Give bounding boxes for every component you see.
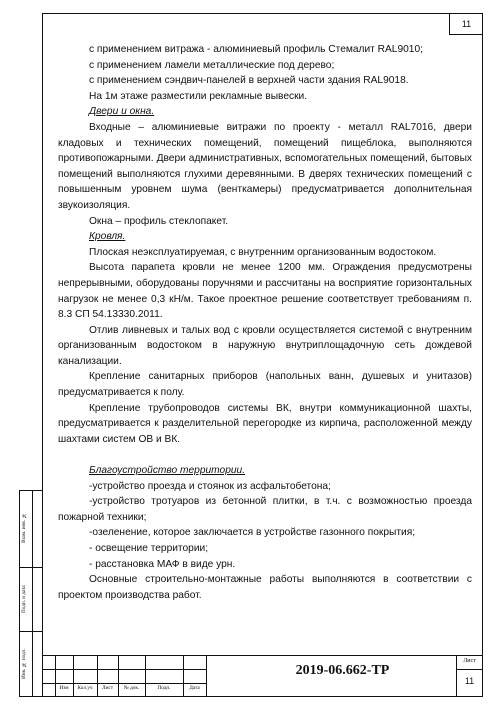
paragraph: Крепление трубопроводов системы ВК, внутри коммуникационной шахты, предусматривается к разделительной перегородке из кирпича, расположенной между шахтами систем ОВ и ВК.: [58, 402, 472, 445]
paragraph: -устройство тротуаров из бетонной плитки, в т.ч. с возможностью проезда пожарной техники;: [58, 496, 472, 523]
document-body: [58, 42, 472, 603]
section-heading: Кровля.: [89, 231, 126, 243]
paragraph: - расстановка МАФ в виде урн.: [89, 558, 236, 570]
title-block-line: [42, 669, 206, 670]
side-stamp-line: [19, 567, 42, 568]
side-stamp-line: [19, 631, 42, 632]
paragraph: с применением сэндвич-панелей в верхней части здания RAL9018.: [89, 75, 409, 87]
side-stamp-divider: [32, 490, 33, 697]
blank-line: [58, 447, 472, 463]
paragraph: Основные строительно-монтажные работы выполняются в соответствии с проектом производства работ.: [58, 574, 472, 601]
column-label-signature: Подп.: [157, 685, 171, 691]
paragraph: Входные – алюминиевые витражи по проекту - металл RAL7016, двери кладовых и технических помещений, помещений пищеблока, выполняются противопожарными. Двери административных, вспомогательных помещений, бытовых помещений выполняются глухими деревянными. В дверях технических помещений с повышенным уровнем шума (венткамеры) предусматривается дополнительная звукоизоляция.: [58, 121, 472, 211]
section-heading: Двери и окна.: [89, 106, 155, 118]
side-stamp-label: Инв. № подл.: [21, 648, 27, 680]
column-label-count: Кол.уч: [77, 685, 93, 691]
column-label-date: Дата: [189, 685, 200, 691]
column-label-doc: № док.: [123, 685, 140, 691]
paragraph: с применением ламели металлические под дерево;: [89, 59, 335, 71]
column-label-change: Изм: [59, 685, 69, 691]
section-heading: Благоустройство территории.: [89, 465, 246, 477]
page-number-box: [449, 13, 483, 35]
side-stamp-label: Взам. инв. №: [21, 512, 27, 544]
paragraph: -устройство проезда и стоянок из асфальтобетона;: [89, 480, 331, 492]
paragraph: с применением витража - алюминиевый профиль Стемалит RAL9010;: [89, 44, 423, 55]
document-code: 2019-06.662-ТР: [295, 663, 390, 678]
paragraph: На 1м этаже разместили рекламные вывески.: [89, 90, 308, 102]
paragraph: - освещение территории;: [89, 543, 209, 554]
paragraph: Отлив ливневых и талых вод с кровли осуществляется системой с внутренним организованным водостоком в наружную внутриплощадочную сеть дождевой канализации.: [58, 324, 472, 367]
paragraph: -озеленение, которое заключается в устройстве газонного покрытия;: [89, 527, 416, 539]
title-block-line: [456, 669, 483, 670]
paragraph: Крепление санитарных приборов (напольных ванн, душевых и унитазов) предусматривается к полу.: [58, 371, 472, 399]
page-number: 11: [461, 18, 472, 29]
paragraph: Окна – профиль стеклопакет.: [89, 215, 229, 227]
paragraph: Плоская неэксплуатируемая, с внутренним организованным водостоком.: [89, 246, 437, 258]
sheet-label: Лист: [463, 658, 476, 664]
title-block-line: [42, 683, 206, 684]
paragraph: Высота парапета кровли не менее 1200 мм. Ограждения предусмотрены непрерывными, оборудованы поручнями и рассчитаны на восприятие горизонтальных нагрузок не менее 0,3 кН/м. Такое проектное решение соответствует требованиям п. 8.3 СП 54.13330.2011.: [58, 262, 472, 321]
side-stamp-label: Подп. и дата: [21, 585, 27, 613]
sheet-number: 11: [464, 676, 475, 686]
title-block-divider: [206, 655, 207, 697]
column-label-sheet: Лист: [101, 685, 114, 691]
